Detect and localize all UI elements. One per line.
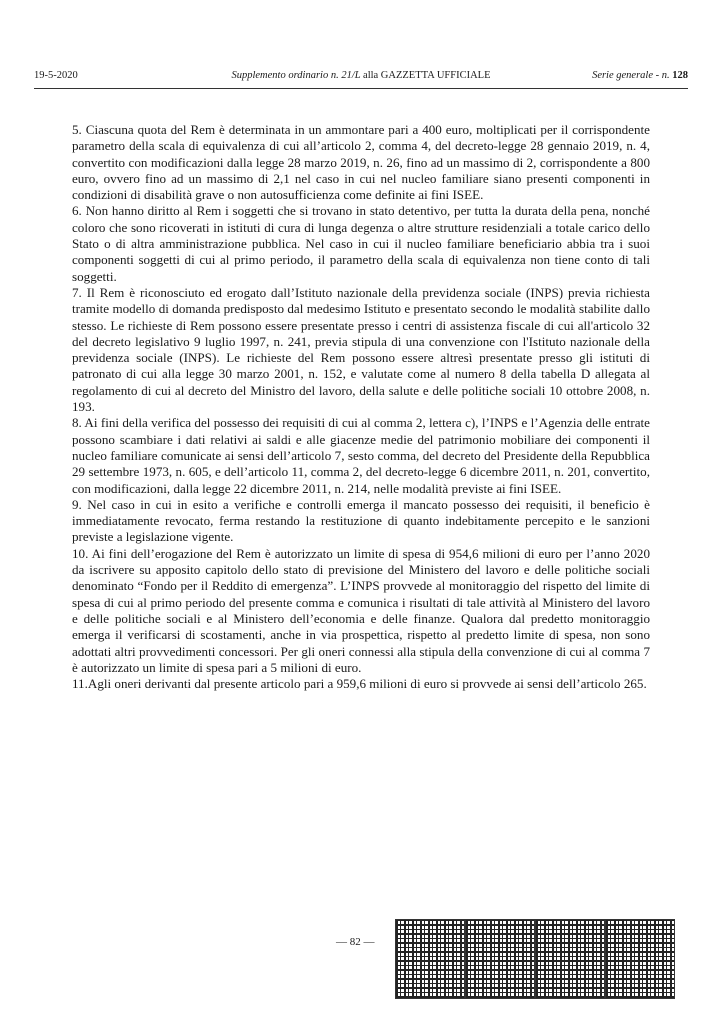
page-number: — 82 — <box>336 936 375 948</box>
qr-code-4 <box>606 920 674 998</box>
paragraph-8: 8. Ai fini della verifica del possesso dei requisiti di cui al comma 2, lettera c), l’INPS e l’Agenzia delle entrate possono scambiare i dati relativi ai saldi e alle giacenze medie del patrimonio mobiliare dei componenti il nucleo familiare comunicate ai sensi dell’articolo 7, sesto comma, del decreto del Presidente della Repubblica 29 settembre 1973, n. 605, e dell’articolo 11, comma 2, del decreto-legge 6 dicembre 2011, n. 201, convertito, con modificazioni, dalla legge 22 dicembre 2011, n. 214, nelle modalità previste ai fini ISEE. <box>72 415 650 496</box>
paragraph-11: 11.Agli oneri derivanti dal presente articolo pari a 959,6 milioni di euro si provvede ai sensi dell’articolo 265. <box>72 676 647 692</box>
article-body <box>72 122 650 692</box>
header-series <box>592 70 688 81</box>
header-series-label: Serie generale - n. <box>592 70 670 81</box>
qr-code-2 <box>466 920 534 998</box>
header-gazette: alla GAZZETTA UFFICIALE <box>363 70 491 81</box>
header-series-number: 128 <box>672 70 688 81</box>
paragraph-10: 10. Ai fini dell’erogazione del Rem è autorizzato un limite di spesa di 954,6 milioni di euro per l’anno 2020 da iscrivere su apposito capitolo dello stato di previsione del Ministero del lavoro e delle politiche sociali denominato “Fondo per il Reddito di emergenza”. L’INPS provvede al monitoraggio del rispetto del limite di spesa di cui al primo periodo del presente comma e comunica i risultati di tale attività al Ministero del lavoro e delle politiche sociali e al Ministero dell’economia e delle finanze. Qualora dal predetto monitoraggio emerga il verificarsi di scostamenti, anche in via prospettica, rispetto al predetto limite di spesa, non sono adottati altri provvedimenti concessori. Per gli oneri connessi alla stipula della convenzione di cui al comma 7 è autorizzato un limite di spesa pari a 5 milioni di euro. <box>72 545 650 675</box>
qr-code-1 <box>396 920 464 998</box>
qr-code-3 <box>536 920 604 998</box>
header-supplement: Supplemento ordinario n. 21/L <box>231 70 361 81</box>
paragraph-7: 7. Il Rem è riconosciuto ed erogato dall’Istituto nazionale della previdenza sociale (INPS) previa richiesta tramite modello di domanda predisposto dal medesimo Istituto e presentato secondo le modalità stabilite dallo stesso. Le richieste di Rem possono essere presentate presso i centri di assistenza fiscale di cui all'articolo 32 del decreto legislativo 9 luglio 1997, n. 241, previa stipula di una convenzione con l'Istituto nazionale della previdenza sociale (INPS). Le richieste del Rem possono essere altresì presentate presso gli istituti di patronato di cui alla legge 30 marzo 2001, n. 152, e valutate come al numero 8 della tabella D allegata al regolamento di cui al decreto del Ministro del lavoro, della salute e delle politiche sociali 10 ottobre 2008, n. 193. <box>72 284 650 415</box>
page-header <box>34 70 688 86</box>
paragraph-5: 5. Ciascuna quota del Rem è determinata in un ammontare pari a 400 euro, moltiplicati per il corrispondente parametro della scala di equivalenza di cui all’articolo 2, comma 4, del decreto-legge 28 gennaio 2019, n. 4, convertito con modificazioni dalla legge 28 marzo 2019, n. 26, fino ad un massimo di 2, corrispondente a 800 euro, ovvero fino ad un massimo di 2,1 nel caso in cui nel nucleo familiare siano presenti componenti in condizioni di disabilità grave o non autosufficienza come definite ai fini ISEE. <box>72 122 650 203</box>
header-publication <box>34 70 688 81</box>
header-date: 19-5-2020 <box>34 70 78 81</box>
paragraph-6: 6. Non hanno diritto al Rem i soggetti che si trovano in stato detentivo, per tutta la durata della pena, nonché coloro che sono ricoverati in istituti di cura di lunga degenza o altre strutture residenziali a totale carico dello Stato o di altra amministrazione pubblica. Nel caso in cui il nucleo familiare beneficiario abbia tra i suoi componenti soggetti di cui al primo periodo, il parametro della scala di equivalenza non tiene conto di tali soggetti. <box>72 203 650 284</box>
header-rule <box>34 88 688 89</box>
paragraph-9: 9. Nel caso in cui in esito a verifiche e controlli emerga il mancato possesso dei requisiti, il beneficio è immediatamente revocato, ferma restando la restituzione di quanto indebitamente percepito e le sanzioni previste a legislazione vigente. <box>72 496 650 545</box>
